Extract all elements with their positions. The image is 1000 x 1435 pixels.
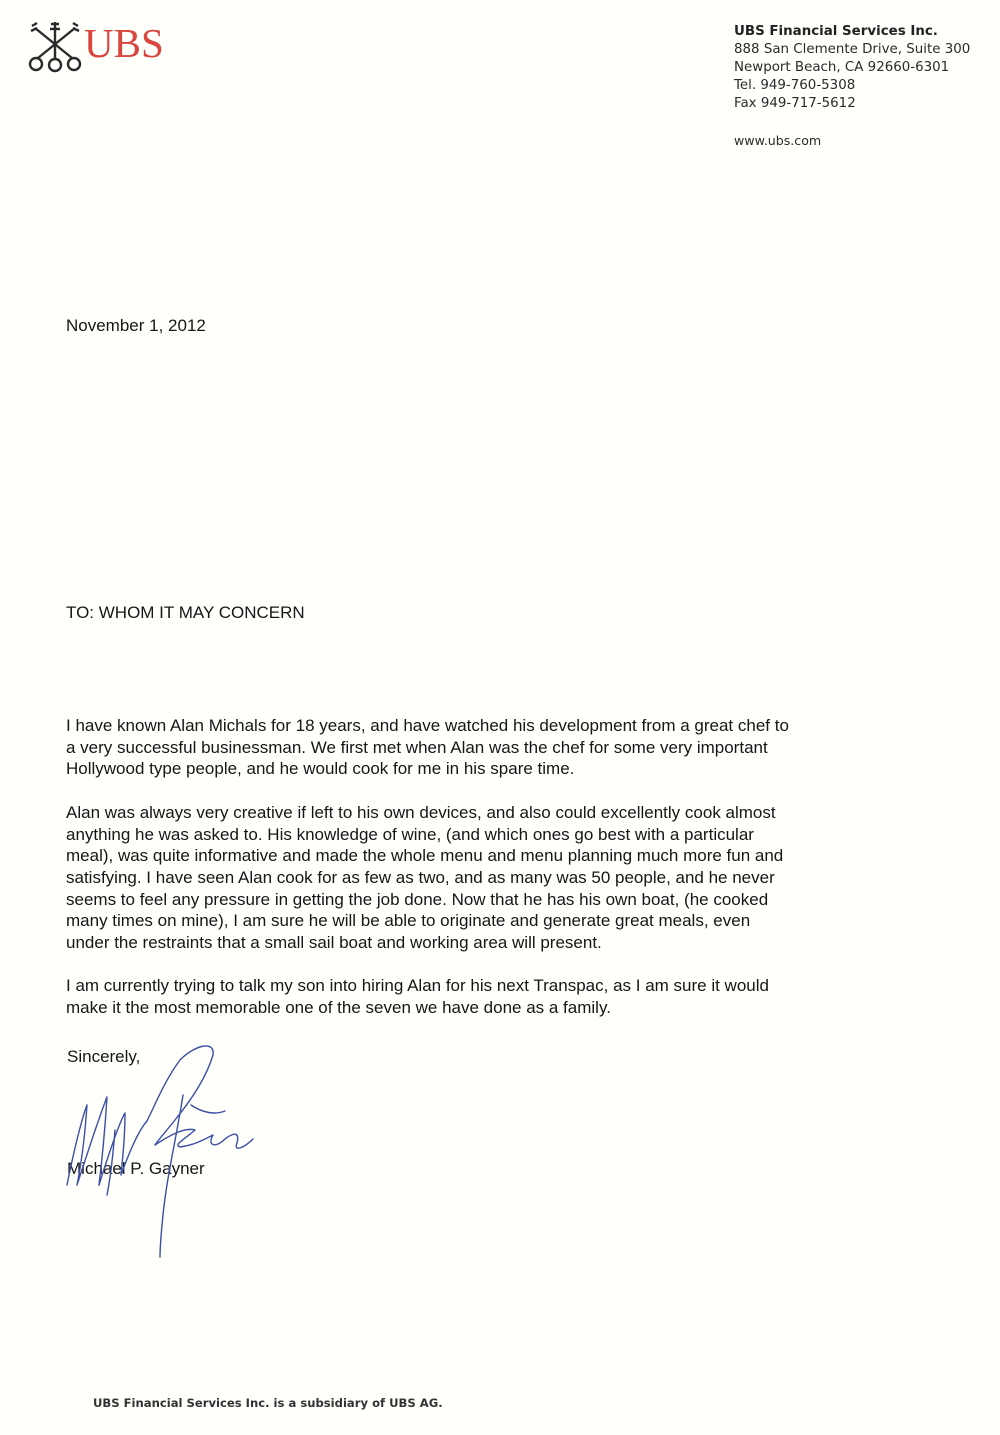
signer-name: Michael P. Gayner <box>67 1159 205 1178</box>
address-line-2: Newport Beach, CA 92660-6301 <box>734 60 950 75</box>
address-line-1: 888 San Clemente Drive, Suite 300 <box>734 42 971 57</box>
closing: Sincerely, <box>67 1047 141 1066</box>
website: www.ubs.com <box>734 133 822 148</box>
letterhead-address <box>734 23 970 150</box>
paragraph-2: Alan was always very creative if left to his own devices, and also could excellently cook almost anything he was asked to. His knowledge of wine, (and which ones go best with a particular meal), was quite informative and made the whole menu and menu planning much more fun and satisfying. I have seen Alan cook for as few as two, and as many was 50 people, and he never seems to feel any pressure in getting the job done. Now that he has his own boat, (he cooked many times on mine), I am sure he will be able to originate and generate great meals, even under the restraints that a small sail boat and working area will present. <box>66 802 784 953</box>
logo-wordmark: UBS <box>84 20 164 66</box>
company-name: UBS Financial Services Inc. <box>734 24 938 39</box>
fax: Fax 949-717-5612 <box>734 96 856 111</box>
paragraph-1: I have known Alan Michals for 18 years, and have watched his development from a great chef to a very successful businessman. We first met when Alan was the chef for some very important Hollywood type people, and he would cook for me in his spare time. <box>66 716 789 779</box>
keys-icon <box>28 18 82 76</box>
telephone: Tel. 949-760-5308 <box>734 78 856 93</box>
salutation: TO: WHOM IT MAY CONCERN <box>66 603 305 622</box>
paragraph-3: I am currently trying to talk my son into hiring Alan for his next Transpac, as I am sure it would make it the most memorable one of the seven we have done as a family. <box>66 976 769 1018</box>
ubs-logo <box>28 18 178 76</box>
letter-date: November 1, 2012 <box>66 316 206 335</box>
footer-note: UBS Financial Services Inc. is a subsidiary of UBS AG. <box>93 1396 443 1410</box>
letter-body <box>66 715 936 1041</box>
handwritten-signature <box>55 1035 270 1260</box>
